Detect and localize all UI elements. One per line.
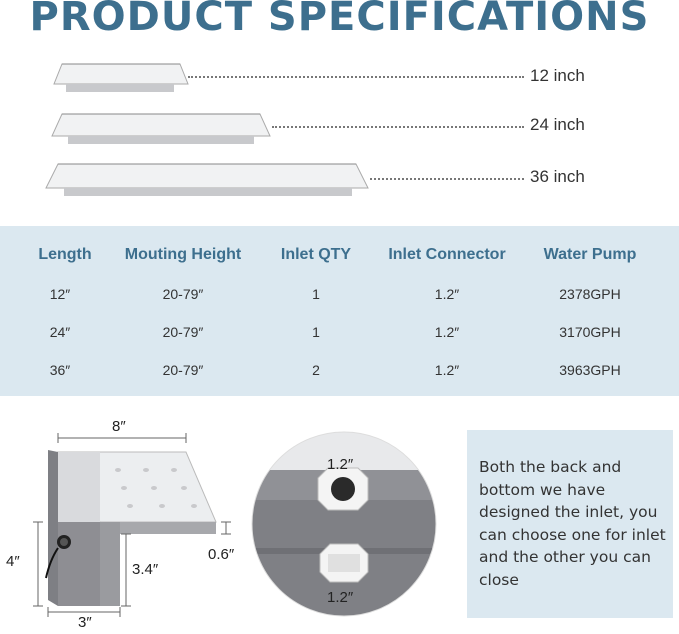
dimension-width-label: 8″ — [112, 418, 126, 435]
table-cell: 3170GPH — [559, 324, 621, 340]
table-cell: 20-79″ — [162, 286, 204, 302]
size-label-12-inch: 12 inch — [530, 66, 585, 85]
table-header-mounting-height: Mouting Height — [124, 246, 242, 263]
table-cell: 20-79″ — [162, 324, 204, 340]
spillway-36-inch-image — [44, 160, 374, 200]
dimension-front-height-label: 3.4″ — [132, 561, 159, 578]
table-header-length: Length — [38, 246, 92, 263]
table-cell: 36″ — [49, 362, 71, 378]
size-leader-line-36 — [370, 178, 524, 180]
table-cell: 1.2″ — [434, 324, 460, 340]
table-cell: 1.2″ — [434, 362, 460, 378]
dimension-lip-label: 0.6″ — [208, 546, 235, 563]
spillway-24-inch-image — [50, 110, 276, 148]
inlet-top-label: 1.2″ — [327, 456, 354, 473]
table-cell: 12″ — [49, 286, 71, 302]
size-label-24-inch: 24 inch — [530, 115, 585, 134]
inlet-note-text: Both the back and bottom we have designed the inlet, you can choose one for inlet and the other you can close — [479, 458, 666, 589]
inlet-note-panel — [467, 430, 673, 618]
table-cell: 1.2″ — [434, 286, 460, 302]
dimension-depth-label: 3″ — [78, 614, 92, 631]
table-cell: 1 — [312, 286, 320, 302]
size-leader-line-24 — [272, 126, 524, 128]
table-header-inlet-connector: Inlet Connector — [388, 246, 506, 263]
table-cell: 2 — [312, 362, 320, 378]
table-header-inlet-qty: Inlet QTY — [280, 246, 352, 263]
dimension-height-label: 4″ — [6, 553, 20, 570]
spillway-12-inch-image — [52, 60, 192, 96]
table-cell: 2378GPH — [559, 286, 621, 302]
page-title: PRODUCT SPECIFICATIONS — [29, 0, 650, 40]
table-header-water-pump: Water Pump — [543, 246, 637, 263]
table-cell: 3963GPH — [559, 362, 621, 378]
table-cell: 1 — [312, 324, 320, 340]
dimension-diagram — [0, 410, 250, 634]
inlet-bottom-label: 1.2″ — [327, 589, 354, 606]
table-cell: 24″ — [49, 324, 71, 340]
table-cell: 20-79″ — [162, 362, 204, 378]
size-leader-line-12 — [188, 76, 524, 78]
size-label-36-inch: 36 inch — [530, 167, 585, 186]
spec-table — [0, 226, 679, 396]
